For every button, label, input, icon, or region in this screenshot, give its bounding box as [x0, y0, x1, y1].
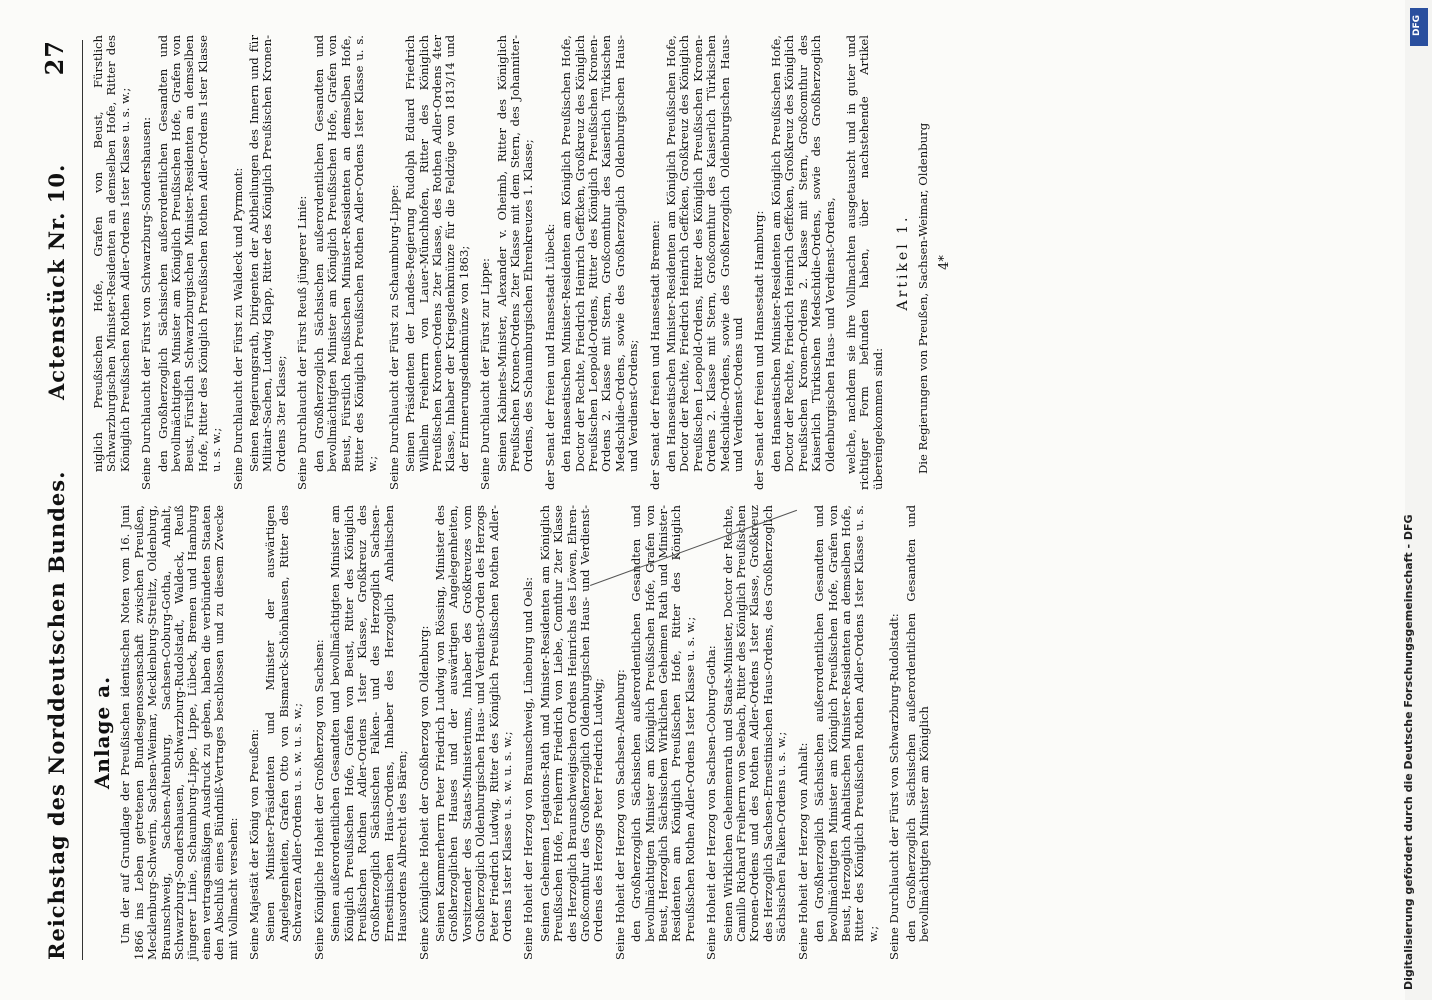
entry-lead: Seine Hoheit der Herzog von Sachsen-Coburg-Gotha:	[704, 645, 719, 960]
header-right: Actenstück Nr. 10.	[44, 163, 69, 400]
left-entries	[248, 505, 931, 960]
entry-lead: der Senat der freien und Hansestadt Bremen:	[647, 220, 662, 490]
page-header	[40, 40, 76, 960]
entry-text: den Hanseatischen Minister-Residenten am Königlich Preußischen Hofe, Doctor der Rechte, Friedrich Heinrich Geffcken, Großkreuz des Königlich Preußischen Kronen-Ordens 2. Klasse mit Stern, Großcomthur des Kaiserlich Türkischen Medschidie-Ordens, sowie des Großherzoglich Oldenburgischen Haus- und Verdienst-Ordens,	[768, 35, 837, 472]
right-entries	[140, 35, 837, 490]
entry-text: Seinen Präsidenten der Landes-Regierung Rudolph Eduard Friedrich Wilhelm Freiherrn von Lauer-Münchhofen, Ritter des Königlich Preußischen Kronen-Ordens 2ter Klasse, des Rothen Adler-Ordens 4ter Klasse, Inhaber der Kriegsdenkmünze für die Feldzüge von 1813/14 und der Erinnerungsdenkmünze von 1863;	[403, 35, 471, 472]
entry-text: Seinen Regierungsrath, Dirigenten der Abtheilungen des Innern und für Militair-Sachen, Ludwig Klapp, Ritter des Königlich Preußischen Kronen-Ordens 3ter Klasse;	[247, 35, 288, 472]
entry-lead: Seine Durchlaucht der Fürst Reuß jüngerer Linie:	[295, 195, 310, 490]
entry-lead: Seine Hoheit der Herzog von Anhalt:	[795, 742, 810, 960]
folio-mark: 4*	[936, 255, 952, 270]
entry-text: den Großherzoglich Sächsischen außerordentlichen Gesandten und bevollmächtigten Minister am Königlich Preußischen Hofe, Grafen von Beust, Herzoglich Anhaltischen Minister-Residenten an demselben Hofe, Ritter des Königlich Preußischen Rothen Adler-Ordens 1ster Klasse u. s. w.;	[812, 505, 880, 942]
entry-text: den Großherzoglich Sächsischen außerordentlichen Gesandten und bevollmächtigten Minister am Königlich Preußischen Hofe, Grafen von Beust, Fürstlich Schwarzburgischen Minister-Residenten an demselben Hofe, Ritter des Königlich Preußischen Rothen Adler-Ordens 1ster Klasse u. s. w.;	[155, 35, 224, 472]
dfg-logo-text: DFG	[1412, 14, 1422, 36]
entry-lead: der Senat der freien und Hansestadt Hamburg:	[752, 210, 767, 490]
header-left: Reichstag des Norddeutschen Bundes.	[44, 470, 69, 960]
entry-lead: Seine Hoheit der Herzog von Braunschweig, Lüneburg und Oels:	[521, 576, 536, 960]
right-column	[92, 35, 951, 490]
annex-title: Anlage a.	[90, 675, 114, 790]
entry-lead: Seine Durchlaucht der Fürst von Schwarzburg-Rudolstadt:	[887, 613, 902, 960]
entry-text: den Großherzoglich Sächsischen außerordentlichen Gesandten und bevollmächtigten Minister am Königlich Preußischen Hofe, Grafen von Beust, Herzoglich Sächsischen Wirklichen Geheimen Rath und Minister-Residenten am Königlich Preußischen Hofe, Ritter des Königlich Preußischen Rothen Adler-Ordens 1ster Klasse u. s. w.;	[629, 505, 697, 942]
entry-text: Seinen Minister-Präsidenten und Minister der auswärtigen Angelegenheiten, Grafen Otto von Bismarck-Schönhausen, Ritter des Schwarzen Adler-Ordens u. s. w. u. s. w.;	[263, 505, 305, 942]
entry-lead: Seine Durchlaucht der Fürst zu Schaumburg-Lippe:	[386, 184, 401, 490]
entry-lead: Seine Königliche Hoheit der Großherzog von Oldenburg:	[416, 625, 431, 960]
entry-lead: Seine Hoheit der Herzog von Sachsen-Altenburg:	[612, 669, 627, 960]
closing-paragraph: welche, nachdem sie ihre Vollmachten ausgetauscht und in guter und richtiger Form befunden haben, über nachstehende Artikel übereingekommen sind:	[843, 35, 885, 490]
left-column	[92, 505, 939, 960]
entry-text: den Hanseatischen Minister-Residenten am Königlich Preußischen Hofe, Doctor der Rechte, Friedrich Heinrich Geffcken, Großkreuz des Königlich Preußischen Leopold-Ordens, Ritter des Königlich Preußischen Kronen-Ordens 2. Klasse mit Stern, Großcomthur des Kaiserlich Türkischen Medschidie-Ordens, sowie des Großherzoglich Oldenburgischen Haus- und Verdienst-Ordens und	[664, 35, 746, 472]
article-text: Die Regierungen von Preußen, Sachsen-Weimar, Oldenburg	[915, 122, 930, 474]
continuation-text: niglich Preußischen Hofe, Grafen von Beust, Fürstlich Schwarzburgischen Minister-Residenten an demselben Hofe, Ritter des Königlich Preußischen Rothen Adler-Ordens 1ster Klasse u. s. w.;	[91, 35, 132, 472]
entry-text: Seinen Geheimen Legations-Rath und Minister-Residenten am Königlich Preußischen Hofe, Freiherrn Friedrich von Liebe, Comthur 2ter Klasse des Herzoglich Braunschweigischen Ordens Heinrichs des Löwen, Ehren-Großcomthur des Großherzoglich Oldenburgischen Haus- und Verdienst-Ordens des Herzogs Peter Friedrich Ludwig;	[537, 505, 606, 942]
header-rule	[82, 40, 83, 960]
entry-lead: Seine Durchlaucht der Fürst zur Lippe:	[478, 258, 493, 490]
entry-lead: Seine Majestät der König von Preußen:	[247, 728, 262, 960]
dfg-side-note: Digitalisierung gefördert durch die Deutsche Forschungsgemeinschaft - DFG	[1402, 514, 1415, 990]
entry-lead: Seine Durchlaucht der Fürst zu Waldeck und Pyrmont:	[230, 167, 245, 490]
entry-lead: der Senat der freien und Hansestadt Lübeck:	[542, 223, 557, 490]
page-number: 27	[40, 40, 69, 76]
entry-text: den Großherzoglich Sächsischen außerordentlichen Gesandten und bevollmächtigten Minister am Königlich Preußischen Hofe, Grafen von Beust, Fürstlich Reußischen Minister-Residenten an demselben Hofe, Ritter des Königlich Preußischen Rothen Adler-Ordens 1ster Klasse u. s. w.;	[311, 35, 380, 472]
entry-text: Seinen Wirklichen Geheimenrath und Staats-Minister, Doctor der Rechte, Camillo Richard Freiherrn von Seebach, Ritter des Königlich Preußischen Kronen-Ordens und des Rothen Adler-Ordens 1ster Klasse, Großkreuz des Herzoglich Sachsen-Ernestinischen Haus-Ordens, des Großherzoglich Sächsischen Falken-Ordens u. s. w.;	[720, 505, 789, 942]
entry-text: Seinen außerordentlichen Gesandten und bevollmächtigten Minister am Königlich Preußischen Hofe, Grafen von Beust, Ritter des Königlich Preußischen Rothen Adler-Ordens 1ster Klasse, Großkreuz des Großherzoglich Sächsischen Falken- und des Herzoglich Sachsen-Ernestinischen Haus-Ordens, Inhaber des Herzoglich Anhaltischen Hausordens Albrecht des Bären;	[328, 505, 410, 942]
entry-lead: Seine Königliche Hoheit der Großherzog von Sachsen:	[311, 639, 326, 960]
entry-text: Seinen Kammerherrn Peter Friedrich Ludwig von Rössing, Minister des Großherzoglichen Hauses und der auswärtigen Angelegenheiten, Vorsitzender des Staats-Ministeriums, Inhaber des Großkreuzes vom Großherzoglich Oldenburgischen Haus- und Verdienst-Orden des Herzogs Peter Friedrich Ludwig, Ritter des Königlich Preußischen Rothen Adler-Ordens 1ster Klasse u. s. w. u. s. w.;	[432, 505, 514, 942]
entry-text: Seinen Kabinets-Minister, Alexander v. Oheimb, Ritter des Königlich Preußischen Kronen-Ordens 2ter Klasse mit dem Stern, des Johanniter-Ordens, des Schaumburgischen Ehrenkreuzes 1. Klasse;	[494, 35, 536, 472]
entry-text: den Großherzoglich Sächsischen außerordentlichen Gesandten und bevollmächtigten Minister am Königlich	[903, 505, 931, 942]
entry-text: den Hanseatischen Minister-Residenten am Königlich Preußischen Hofe, Doctor der Rechte, Friedrich Heinrich Geffcken, Großkreuz des Königlich Preußischen Leopold-Ordens, Ritter des Königlich Preußischen Kronen-Ordens 2. Klasse mit Stern, Großcomthur des Kaiserlich Türkischen Medschidie-Ordens, sowie des Großherzoglich Oldenburgischen Haus- und Verdienst-Ordens;	[559, 35, 641, 472]
intro-paragraph: Um der auf Grundlage der Preußischen identischen Noten vom 16. Juni 1866 ins Leben getretenen Bundesgenossenschaft zwischen Preußen, Mecklenburg-Schwerin, Sachsen-Weimar, Mecklenburg-Strelitz, Oldenburg, Braunschweig, Sachsen-Altenburg, Sachsen-Coburg-Gotha, Anhalt, Schwarzburg-Sondershausen, Schwarzburg-Rudolstadt, Waldeck, Reuß jüngerer Linie, Schaumburg-Lippe, Lippe, Lübeck, Bremen und Hamburg einen vertragsmäßigen Ausdruck zu geben, haben die verbündeten Staaten den Abschluß eines Bündniß-Vertrages beschlossen und zu diesem Zwecke mit Vollmacht versehen:	[118, 505, 240, 960]
article-heading: Artikel 1.	[895, 214, 912, 311]
entry-lead: Seine Durchlaucht der Fürst von Schwarzburg-Sondershausen:	[139, 116, 154, 490]
